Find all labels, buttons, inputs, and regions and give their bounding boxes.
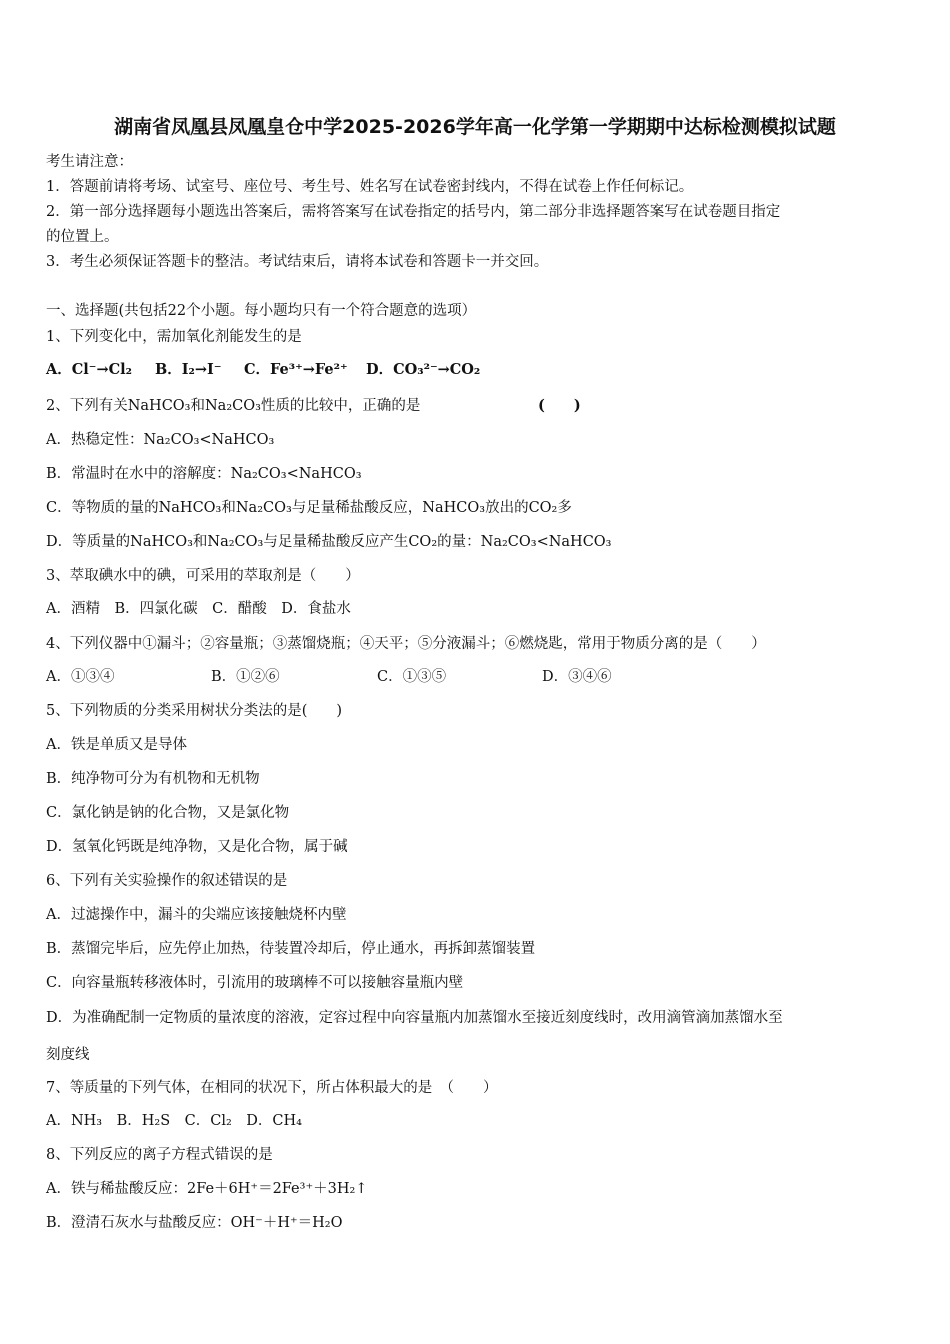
q6-option-b: B．蒸馏完毕后，应先停止加热，待装置冷却后，停止通水，再拆卸蒸馏装置: [46, 941, 536, 957]
q2-option-a: A．热稳定性：Na₂CO₃<NaHCO₃: [46, 432, 275, 448]
q4-stem: 4、下列仪器中①漏斗；②容量瓶；③蒸馏烧瓶；④天平；⑤分液漏斗；⑥燃烧匙，常用于物质分离的是（ ）: [46, 636, 766, 652]
q5-option-d: D．氢氧化钙既是纯净物，又是化合物，属于碱: [46, 839, 348, 855]
q4-option-d: D．③④⑥: [542, 669, 612, 685]
notice-item-1: 1．答题前请将考场、试室号、座位号、考生号、姓名写在试卷密封线内，不得在试卷上作任何标记。: [46, 179, 694, 195]
q5-option-b: B．纯净物可分为有机物和无机物: [46, 771, 260, 787]
q8-option-b: B．澄清石灰水与盐酸反应：OH⁻＋H⁺＝H₂O: [46, 1215, 343, 1231]
q5-option-a: A．铁是单质又是导体: [46, 737, 187, 753]
q5-option-c: C．氯化钠是钠的化合物，又是氯化物: [46, 805, 290, 821]
q6-stem: 6、下列有关实验操作的叙述错误的是: [46, 873, 288, 889]
notice-item-2: 2．第一部分选择题每小题选出答案后，需将答案写在试卷指定的括号内，第二部分非选择题答案写在试卷题目指定: [46, 204, 781, 220]
q6-option-a: A．过滤操作中，漏斗的尖端应该接触烧杯内壁: [46, 907, 347, 923]
q2-paren: ( ): [538, 397, 581, 414]
q2-stem: 2、下列有关NaHCO₃和Na₂CO₃性质的比较中，正确的是: [46, 398, 421, 414]
q4-option-c: C．①③⑤: [377, 669, 447, 685]
q1-option-a: A．Cl⁻→Cl₂: [46, 361, 133, 378]
exam-title: 湖南省凤凰县凤凰皇仓中学2025-2026学年高一化学第一学期期中达标检测模拟试题: [114, 116, 836, 138]
q6-option-d: D．为准确配制一定物质的量浓度的溶液，定容过程中向容量瓶内加蒸馏水至接近刻度线时，改用滴管滴加蒸馏水至: [46, 1010, 783, 1026]
notice-item-2-cont: 的位置上。: [46, 229, 119, 245]
q2-option-b: B．常温时在水中的溶解度：Na₂CO₃<NaHCO₃: [46, 466, 362, 482]
q8-stem: 8、下列反应的离子方程式错误的是: [46, 1147, 273, 1163]
q6-option-d-cont: 刻度线: [46, 1047, 90, 1063]
q7-options: A．NH₃ B．H₂S C．Cl₂ D．CH₄: [46, 1113, 302, 1129]
q2-option-d: D．等质量的NaHCO₃和Na₂CO₃与足量稀盐酸反应产生CO₂的量：Na₂CO₃<NaHCO₃: [46, 534, 612, 550]
q7-stem: 7、等质量的下列气体，在相同的状况下，所占体积最大的是 （ ）: [46, 1080, 498, 1096]
notice-heading: 考生请注意：: [46, 154, 133, 170]
q5-stem: 5、下列物质的分类采用树状分类法的是( ): [46, 703, 343, 719]
q3-stem: 3、萃取碘水中的碘，可采用的萃取剂是（ ）: [46, 568, 360, 584]
q8-option-a: A．铁与稀盐酸反应：2Fe＋6H⁺＝2Fe³⁺＋3H₂↑: [46, 1181, 368, 1197]
q1-option-b: B．I₂→I⁻: [155, 361, 222, 378]
q4-option-b: B．①②⑥: [211, 669, 280, 685]
section-heading: 一、选择题(共包括22个小题。每小题均只有一个符合题意的选项）: [46, 303, 477, 319]
q3-options: A．酒精 B．四氯化碳 C．醋酸 D．食盐水: [46, 601, 351, 617]
q6-option-c: C．向容量瓶转移液体时，引流用的玻璃棒不可以接触容量瓶内壁: [46, 975, 464, 991]
q2-option-c: C．等物质的量的NaHCO₃和Na₂CO₃与足量稀盐酸反应，NaHCO₃放出的CO₂多: [46, 500, 572, 516]
q1-option-d: D．CO₃²⁻→CO₂: [366, 361, 481, 378]
notice-item-3: 3．考生必须保证答题卡的整洁。考试结束后，请将本试卷和答题卡一并交回。: [46, 254, 549, 270]
q1-stem: 1、下列变化中，需加氧化剂能发生的是: [46, 329, 302, 345]
q1-option-c: C．Fe³⁺→Fe²⁺: [244, 361, 348, 378]
q4-option-a: A．①③④: [46, 669, 115, 685]
